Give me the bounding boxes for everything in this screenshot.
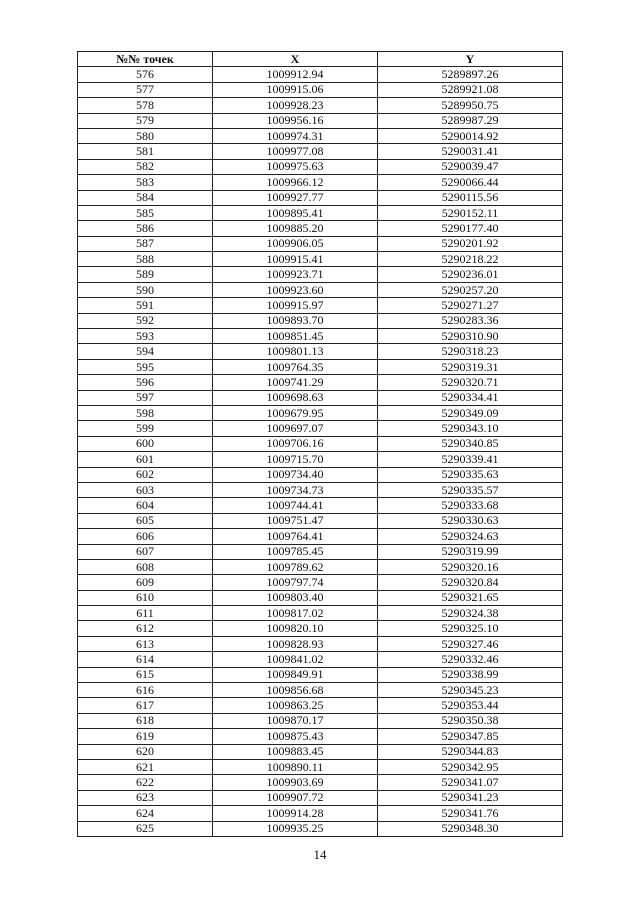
cell-y: 5289987.29 — [378, 113, 563, 128]
cell-x: 1009915.97 — [213, 298, 378, 313]
cell-y: 5290342.95 — [378, 759, 563, 774]
cell-point-number: 593 — [78, 329, 213, 344]
cell-x: 1009870.17 — [213, 713, 378, 728]
cell-x: 1009741.29 — [213, 375, 378, 390]
cell-x: 1009764.41 — [213, 529, 378, 544]
cell-x: 1009928.23 — [213, 98, 378, 113]
cell-x: 1009801.13 — [213, 344, 378, 359]
cell-x: 1009679.95 — [213, 405, 378, 420]
cell-x: 1009875.43 — [213, 729, 378, 744]
cell-point-number: 594 — [78, 344, 213, 359]
cell-point-number: 612 — [78, 621, 213, 636]
table-row — [78, 405, 563, 420]
cell-point-number: 621 — [78, 759, 213, 774]
cell-x: 1009863.25 — [213, 698, 378, 713]
cell-x: 1009698.63 — [213, 390, 378, 405]
cell-y: 5289897.26 — [378, 67, 563, 82]
cell-point-number: 599 — [78, 421, 213, 436]
cell-x: 1009915.41 — [213, 252, 378, 267]
cell-y: 5290031.41 — [378, 144, 563, 159]
cell-y: 5290350.38 — [378, 713, 563, 728]
cell-point-number: 592 — [78, 313, 213, 328]
table-row — [78, 652, 563, 667]
cell-y: 5290327.46 — [378, 636, 563, 651]
cell-x: 1009907.72 — [213, 790, 378, 805]
table-row — [78, 390, 563, 405]
table-row — [78, 190, 563, 205]
coordinates-table — [77, 51, 563, 837]
cell-x: 1009803.40 — [213, 590, 378, 605]
cell-y: 5290343.10 — [378, 421, 563, 436]
cell-x: 1009974.31 — [213, 128, 378, 143]
cell-x: 1009915.06 — [213, 82, 378, 97]
table-row — [78, 67, 563, 82]
cell-y: 5290324.38 — [378, 606, 563, 621]
cell-point-number: 582 — [78, 159, 213, 174]
cell-y: 5290324.63 — [378, 529, 563, 544]
cell-point-number: 616 — [78, 683, 213, 698]
cell-y: 5290344.83 — [378, 744, 563, 759]
cell-x: 1009715.70 — [213, 452, 378, 467]
cell-point-number: 587 — [78, 236, 213, 251]
cell-point-number: 581 — [78, 144, 213, 159]
cell-x: 1009828.93 — [213, 636, 378, 651]
table-row — [78, 621, 563, 636]
table-row — [78, 729, 563, 744]
column-header-x: X — [213, 52, 378, 67]
cell-point-number: 608 — [78, 559, 213, 574]
cell-y: 5290152.11 — [378, 205, 563, 220]
cell-point-number: 586 — [78, 221, 213, 236]
table-row — [78, 806, 563, 821]
cell-point-number: 609 — [78, 575, 213, 590]
cell-x: 1009890.11 — [213, 759, 378, 774]
table-row — [78, 590, 563, 605]
cell-y: 5290340.85 — [378, 436, 563, 451]
cell-y: 5290349.09 — [378, 405, 563, 420]
cell-point-number: 577 — [78, 82, 213, 97]
table-row — [78, 498, 563, 513]
table-row — [78, 636, 563, 651]
cell-y: 5290318.23 — [378, 344, 563, 359]
cell-y: 5290330.63 — [378, 513, 563, 528]
cell-point-number: 601 — [78, 452, 213, 467]
cell-y: 5290325.10 — [378, 621, 563, 636]
cell-point-number: 579 — [78, 113, 213, 128]
cell-x: 1009706.16 — [213, 436, 378, 451]
table-row — [78, 282, 563, 297]
cell-x: 1009883.45 — [213, 744, 378, 759]
table-row — [78, 221, 563, 236]
cell-y: 5290353.44 — [378, 698, 563, 713]
cell-point-number: 614 — [78, 652, 213, 667]
cell-point-number: 624 — [78, 806, 213, 821]
cell-y: 5290271.27 — [378, 298, 563, 313]
cell-x: 1009734.73 — [213, 482, 378, 497]
cell-point-number: 610 — [78, 590, 213, 605]
cell-point-number: 625 — [78, 821, 213, 836]
table-row — [78, 313, 563, 328]
cell-x: 1009817.02 — [213, 606, 378, 621]
cell-point-number: 620 — [78, 744, 213, 759]
cell-y: 5290341.76 — [378, 806, 563, 821]
cell-y: 5290321.65 — [378, 590, 563, 605]
table-row — [78, 467, 563, 482]
cell-y: 5290310.90 — [378, 329, 563, 344]
cell-y: 5290039.47 — [378, 159, 563, 174]
cell-x: 1009966.12 — [213, 175, 378, 190]
cell-x: 1009764.35 — [213, 359, 378, 374]
cell-point-number: 618 — [78, 713, 213, 728]
cell-point-number: 600 — [78, 436, 213, 451]
cell-x: 1009785.45 — [213, 544, 378, 559]
table-row — [78, 790, 563, 805]
cell-point-number: 607 — [78, 544, 213, 559]
cell-point-number: 588 — [78, 252, 213, 267]
cell-x: 1009734.40 — [213, 467, 378, 482]
table-row — [78, 252, 563, 267]
cell-y: 5290335.63 — [378, 467, 563, 482]
cell-x: 1009820.10 — [213, 621, 378, 636]
cell-point-number: 623 — [78, 790, 213, 805]
cell-y: 5290218.22 — [378, 252, 563, 267]
cell-y: 5290115.56 — [378, 190, 563, 205]
cell-x: 1009912.94 — [213, 67, 378, 82]
cell-x: 1009927.77 — [213, 190, 378, 205]
cell-x: 1009851.45 — [213, 329, 378, 344]
table-row — [78, 744, 563, 759]
cell-x: 1009935.25 — [213, 821, 378, 836]
table-row — [78, 775, 563, 790]
cell-point-number: 598 — [78, 405, 213, 420]
cell-x: 1009914.28 — [213, 806, 378, 821]
table-row — [78, 452, 563, 467]
cell-y: 5290335.57 — [378, 482, 563, 497]
cell-x: 1009856.68 — [213, 683, 378, 698]
table-row — [78, 329, 563, 344]
cell-x: 1009923.71 — [213, 267, 378, 282]
cell-x: 1009906.05 — [213, 236, 378, 251]
cell-y: 5290348.30 — [378, 821, 563, 836]
table-row — [78, 98, 563, 113]
cell-point-number: 578 — [78, 98, 213, 113]
cell-y: 5290066.44 — [378, 175, 563, 190]
cell-point-number: 613 — [78, 636, 213, 651]
cell-y: 5290319.99 — [378, 544, 563, 559]
cell-point-number: 584 — [78, 190, 213, 205]
table-row — [78, 82, 563, 97]
cell-y: 5290332.46 — [378, 652, 563, 667]
table-body — [78, 67, 563, 837]
column-header-point-number: №№ точек — [78, 52, 213, 67]
cell-x: 1009923.60 — [213, 282, 378, 297]
cell-y: 5290345.23 — [378, 683, 563, 698]
cell-y: 5290257.20 — [378, 282, 563, 297]
cell-point-number: 591 — [78, 298, 213, 313]
cell-point-number: 595 — [78, 359, 213, 374]
cell-point-number: 580 — [78, 128, 213, 143]
table-row — [78, 113, 563, 128]
table-row — [78, 529, 563, 544]
cell-x: 1009789.62 — [213, 559, 378, 574]
cell-point-number: 611 — [78, 606, 213, 621]
cell-y: 5290339.41 — [378, 452, 563, 467]
table-row — [78, 513, 563, 528]
table-header-row — [78, 52, 563, 67]
table-row — [78, 821, 563, 836]
table-row — [78, 559, 563, 574]
cell-y: 5290283.36 — [378, 313, 563, 328]
cell-point-number: 589 — [78, 267, 213, 282]
cell-point-number: 606 — [78, 529, 213, 544]
cell-y: 5290320.84 — [378, 575, 563, 590]
cell-y: 5290236.01 — [378, 267, 563, 282]
table-row — [78, 205, 563, 220]
cell-point-number: 597 — [78, 390, 213, 405]
cell-y: 5289921.08 — [378, 82, 563, 97]
cell-point-number: 604 — [78, 498, 213, 513]
cell-x: 1009797.74 — [213, 575, 378, 590]
table-row — [78, 144, 563, 159]
table-row — [78, 344, 563, 359]
table-row — [78, 713, 563, 728]
table-row — [78, 159, 563, 174]
cell-point-number: 596 — [78, 375, 213, 390]
cell-y: 5290320.71 — [378, 375, 563, 390]
cell-x: 1009975.63 — [213, 159, 378, 174]
table-row — [78, 667, 563, 682]
cell-point-number: 605 — [78, 513, 213, 528]
cell-point-number: 585 — [78, 205, 213, 220]
cell-point-number: 615 — [78, 667, 213, 682]
cell-x: 1009697.07 — [213, 421, 378, 436]
table-row — [78, 436, 563, 451]
table-row — [78, 759, 563, 774]
cell-x: 1009903.69 — [213, 775, 378, 790]
table-row — [78, 482, 563, 497]
cell-y: 5290014.92 — [378, 128, 563, 143]
cell-x: 1009885.20 — [213, 221, 378, 236]
cell-point-number: 617 — [78, 698, 213, 713]
table-row — [78, 236, 563, 251]
cell-point-number: 590 — [78, 282, 213, 297]
table-row — [78, 359, 563, 374]
page-number: 14 — [313, 847, 327, 862]
table-row — [78, 544, 563, 559]
table-row — [78, 698, 563, 713]
cell-y: 5290320.16 — [378, 559, 563, 574]
table-row — [78, 128, 563, 143]
cell-y: 5290341.23 — [378, 790, 563, 805]
cell-y: 5290319.31 — [378, 359, 563, 374]
cell-y: 5290201.92 — [378, 236, 563, 251]
table-row — [78, 267, 563, 282]
column-header-y: Y — [378, 52, 563, 67]
cell-y: 5290347.85 — [378, 729, 563, 744]
table-row — [78, 683, 563, 698]
cell-x: 1009956.16 — [213, 113, 378, 128]
cell-x: 1009893.70 — [213, 313, 378, 328]
cell-point-number: 603 — [78, 482, 213, 497]
cell-x: 1009744.41 — [213, 498, 378, 513]
cell-x: 1009841.02 — [213, 652, 378, 667]
table-row — [78, 421, 563, 436]
cell-y: 5290334.41 — [378, 390, 563, 405]
cell-x: 1009977.08 — [213, 144, 378, 159]
cell-y: 5290333.68 — [378, 498, 563, 513]
cell-x: 1009751.47 — [213, 513, 378, 528]
table-row — [78, 298, 563, 313]
cell-point-number: 619 — [78, 729, 213, 744]
cell-x: 1009849.91 — [213, 667, 378, 682]
table-row — [78, 175, 563, 190]
cell-y: 5290341.07 — [378, 775, 563, 790]
cell-x: 1009895.41 — [213, 205, 378, 220]
cell-y: 5290338.99 — [378, 667, 563, 682]
table-row — [78, 375, 563, 390]
cell-y: 5290177.40 — [378, 221, 563, 236]
cell-point-number: 622 — [78, 775, 213, 790]
table-row — [78, 606, 563, 621]
cell-y: 5289950.75 — [378, 98, 563, 113]
table-row — [78, 575, 563, 590]
cell-point-number: 583 — [78, 175, 213, 190]
cell-point-number: 576 — [78, 67, 213, 82]
cell-point-number: 602 — [78, 467, 213, 482]
